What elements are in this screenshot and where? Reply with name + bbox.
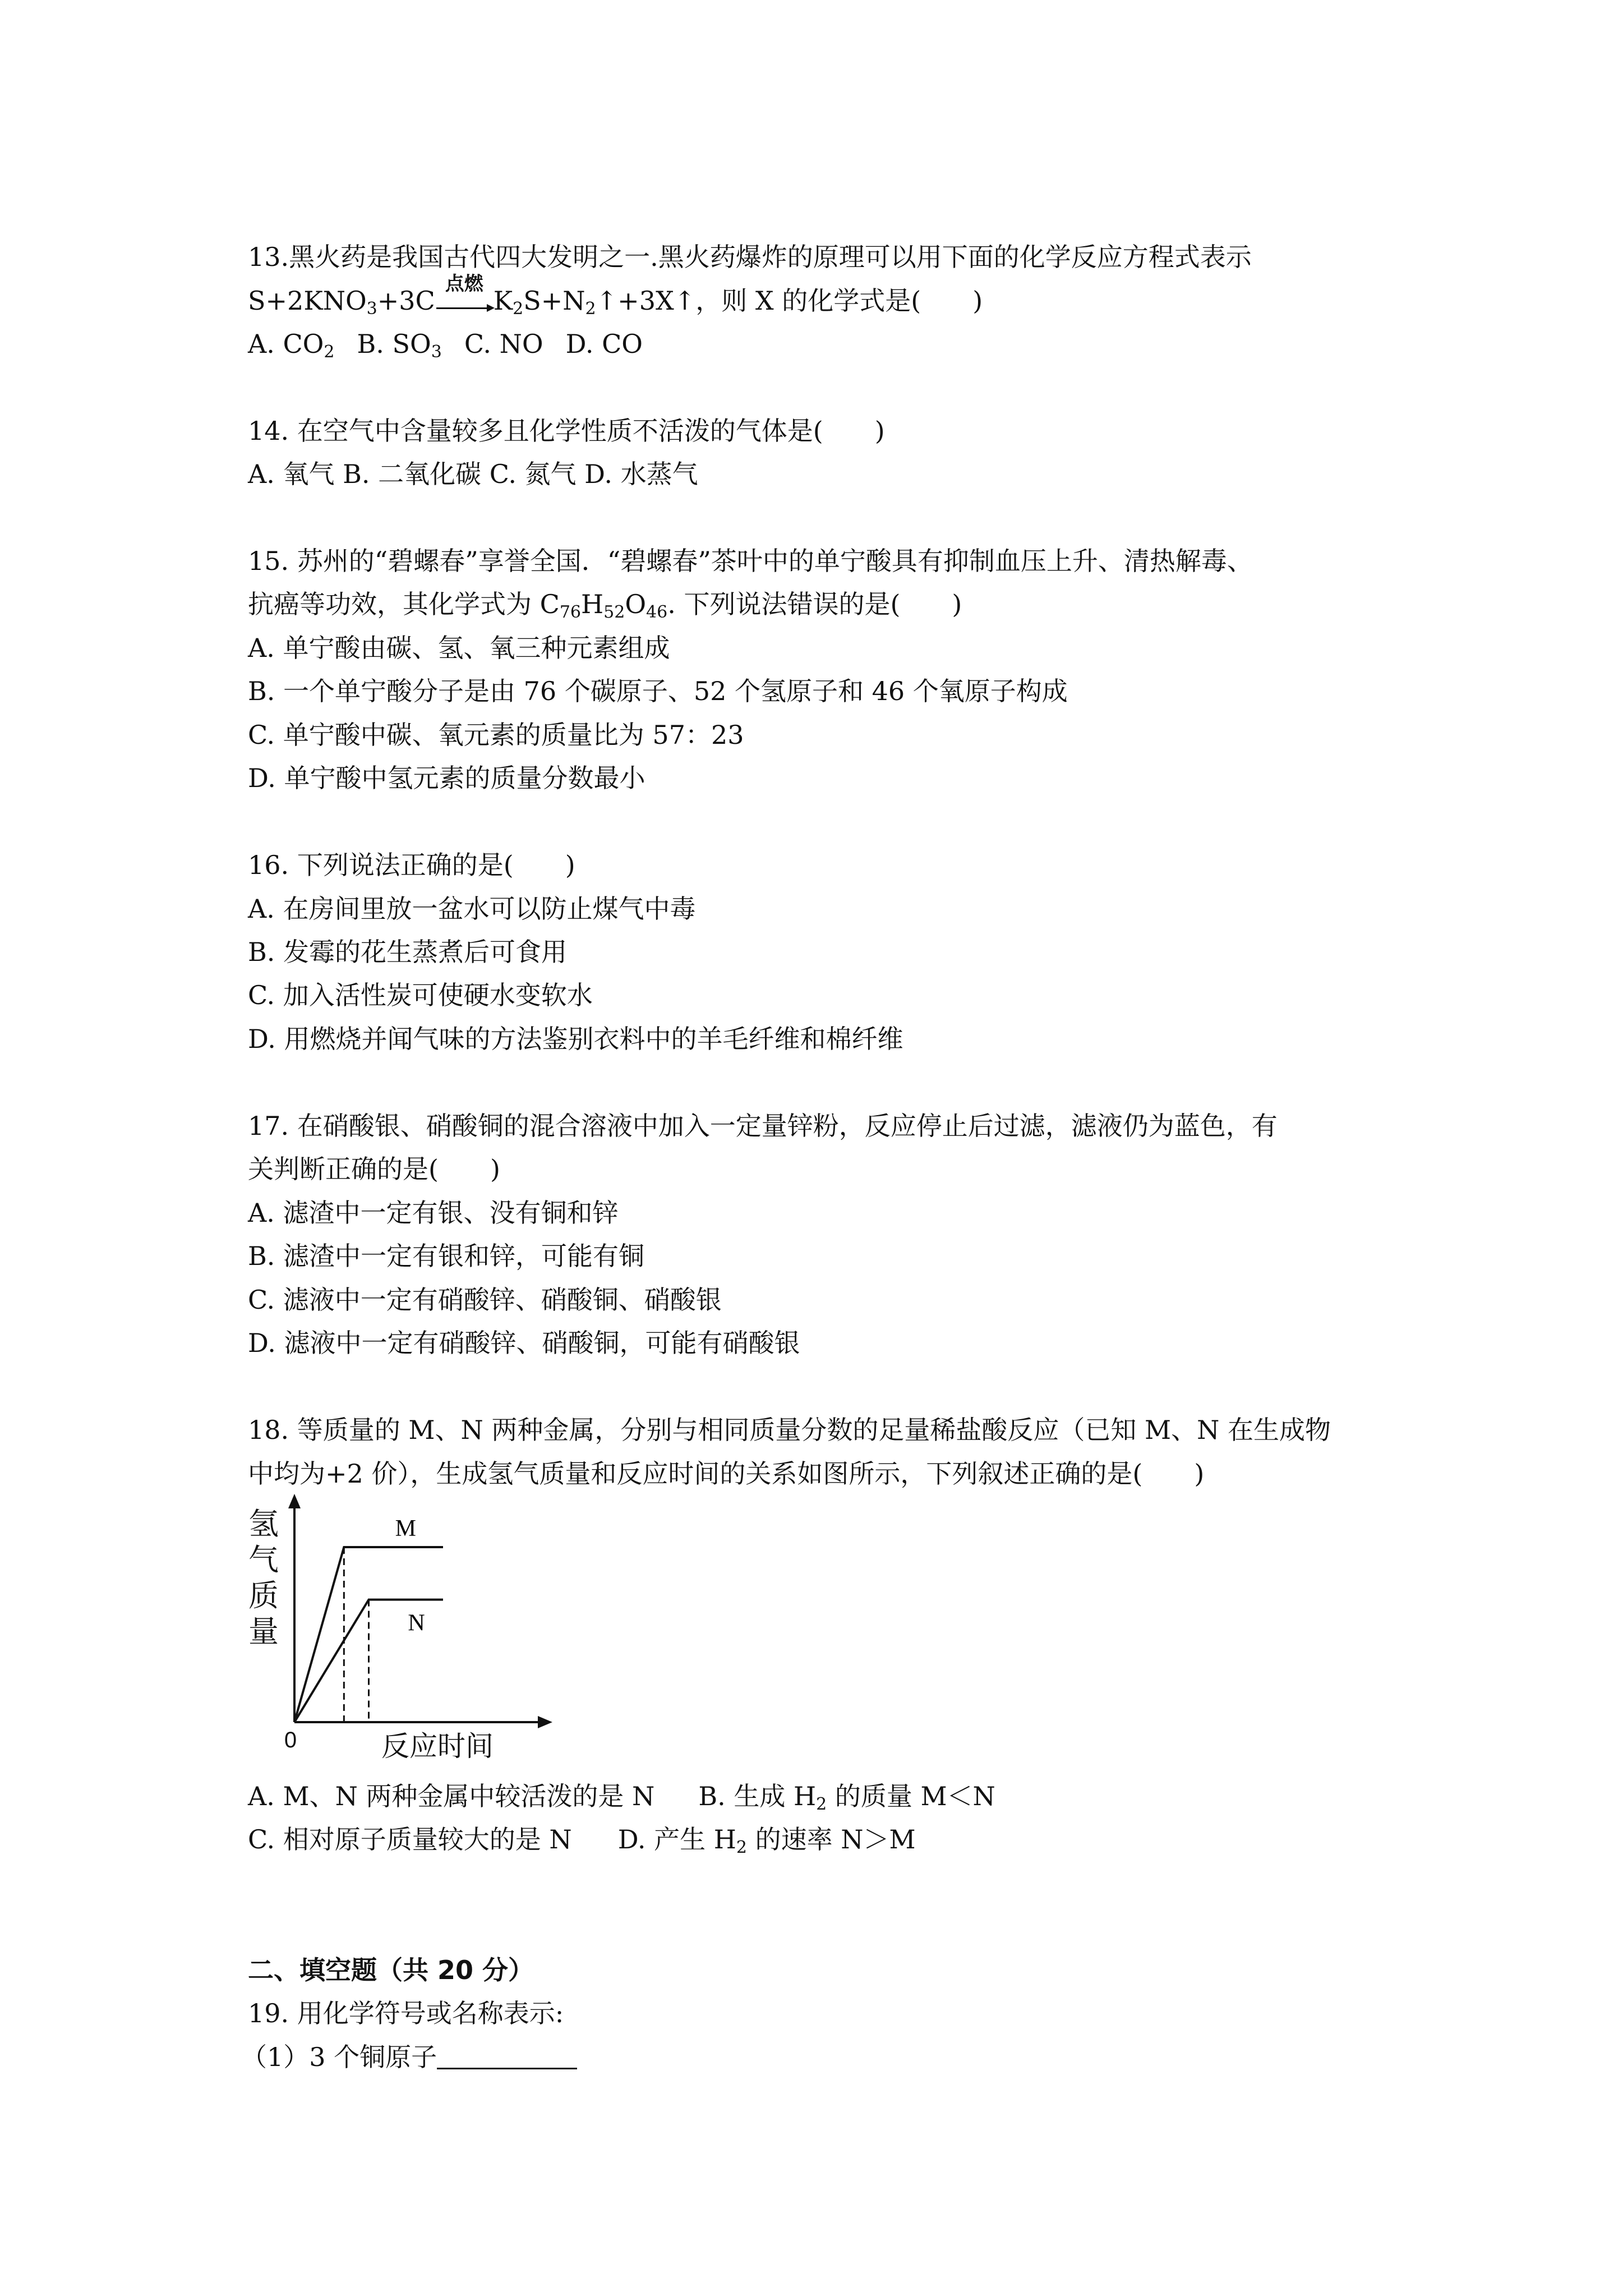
q13-option-d: D. CO	[565, 329, 643, 359]
q17-option-a: A. 滤渣中一定有银、没有铜和锌	[248, 1198, 619, 1228]
q18-option-b-post: 的质量 M＜N	[827, 1781, 995, 1811]
q13-eq-right1: K	[493, 286, 513, 316]
q16-option-d: D. 用燃烧并闻气味的方法鉴别衣料中的羊毛纤维和棉纤维	[248, 1024, 903, 1054]
q15-option-b: B. 一个单宁酸分子是由 76 个碳原子、52 个氢原子和 46 个氧原子构成	[248, 676, 1068, 706]
q15-option-c: C. 单宁酸中碳、氧元素的质量比为 57：23	[248, 720, 744, 750]
q19-stem: 19. 用化学符号或名称表示:	[248, 1998, 564, 2028]
q13-eq-right1-sub: 2	[513, 299, 524, 319]
series-label-M: M	[395, 1516, 417, 1542]
q18-stem-2: 中均为+2 价），生成氢气质量和反应时间的关系如图所示，下列叙述正确的是( )	[248, 1458, 1205, 1489]
q15-formula-o: O	[625, 589, 647, 619]
q13-stem: 13.黑火药是我国古代四大发明之一.黑火药爆炸的原理可以用下面的化学反应方程式表示	[248, 242, 1252, 272]
q18-option-b-pre: B. 生成 H	[698, 1781, 817, 1811]
q18-option-d-post: 的速率 N＞M	[747, 1824, 916, 1855]
reaction-arrow	[435, 273, 494, 318]
q15-stem-2	[248, 587, 962, 629]
q13-eq-left-sub: 3	[366, 299, 377, 319]
q13-option-b-sub: 3	[431, 342, 442, 362]
q17-stem-2: 关判断正确的是( )	[248, 1154, 500, 1184]
section-2-title: 二、填空题（共 20 分）	[248, 1955, 534, 1985]
q18-option-b-sub: 2	[816, 1795, 827, 1814]
q13-eq-right2-sub: 2	[585, 299, 596, 319]
y-axis-arrow	[288, 1494, 301, 1508]
q17-option-c: C. 滤液中一定有硝酸锌、硝酸铜、硝酸银	[248, 1285, 722, 1315]
q15-sub-o: 46	[646, 602, 668, 622]
hydrogen-mass-chart	[247, 1489, 561, 1770]
q15-sub-h: 52	[603, 602, 625, 622]
q13-option-b: B. SO	[357, 329, 431, 359]
q14-stem: 14. 在空气中含量较多且化学性质不活泼的气体是( )	[248, 416, 885, 446]
q14-options: A. 氧气 B. 二氧化碳 C. 氮气 D. 水蒸气	[248, 459, 698, 489]
q16-option-a: A. 在房间里放一盆水可以防止煤气中毒	[248, 894, 696, 924]
y-axis-label: 氢气质量	[248, 1507, 279, 1649]
q18-option-a: A. M、N 两种金属中较活泼的是 N	[248, 1781, 655, 1811]
q18-options-row-2	[248, 1823, 916, 1865]
q19-item-1	[241, 2040, 577, 2074]
q15-stem-end: . 下列说法错误的是( )	[667, 589, 962, 619]
q19-item-1-label: （1）3 个铜原子	[241, 2042, 437, 2072]
origin-label: 0	[284, 1728, 297, 1752]
q17-option-b: B. 滤渣中一定有银和锌，可能有铜	[248, 1241, 645, 1271]
q18-option-c: C. 相对原子质量较大的是 N	[248, 1824, 572, 1855]
q15-sub-c: 76	[559, 602, 582, 622]
q15-option-d: D. 单宁酸中氢元素的质量分数最小	[248, 763, 645, 793]
q13-eq-right3: ↑+3X↑，则 X 的化学式是( )	[596, 286, 983, 316]
q16-stem: 16. 下列说法正确的是( )	[248, 850, 575, 880]
q13-eq-left2: +3C	[377, 286, 435, 316]
q15-formula-prefix: 抗癌等功效，其化学式为 C	[248, 589, 560, 619]
q13-options	[248, 327, 643, 369]
q18-option-d-pre: D. 产生 H	[617, 1824, 736, 1855]
q16-option-c: C. 加入活性炭可使硬水变软水	[248, 980, 593, 1010]
q13-eq-right2: S+N	[523, 286, 585, 316]
q13-option-a-sub: 2	[324, 342, 335, 362]
q16-option-b: B. 发霉的花生蒸煮后可食用	[248, 937, 568, 967]
q13-equation	[248, 273, 983, 326]
q18-option-d-sub: 2	[736, 1838, 748, 1857]
q13-eq-left: S+2KNO	[248, 286, 367, 316]
series-label-N: N	[408, 1610, 425, 1636]
q13-option-c: C. NO	[464, 329, 543, 359]
q15-formula-h: H	[581, 589, 604, 619]
x-axis-arrow	[538, 1716, 552, 1728]
q18-options-row-1	[248, 1779, 995, 1821]
q17-stem: 17. 在硝酸银、硝酸铜的混合溶液中加入一定量锌粉，反应停止后过滤，滤液仍为蓝色，有	[248, 1111, 1278, 1141]
x-axis-label: 反应时间	[381, 1731, 494, 1762]
q15-option-a: A. 单宁酸由碳、氢、氧三种元素组成	[248, 633, 670, 663]
reaction-condition: 点燃	[445, 273, 483, 295]
q17-option-d: D. 滤液中一定有硝酸锌、硝酸铜，可能有硝酸银	[248, 1328, 800, 1358]
answer-blank[interactable]	[437, 2043, 577, 2069]
q13-option-a: A. CO	[248, 329, 324, 359]
q18-stem: 18. 等质量的 M、N 两种金属，分别与相同质量分数的足量稀盐酸反应（已知 M、N 在生成物	[248, 1415, 1331, 1445]
q15-stem: 15. 苏州的“碧螺春”享誉全国．“碧螺春”茶叶中的单宁酸具有抑制血压上升、清热解毒、	[248, 546, 1253, 576]
